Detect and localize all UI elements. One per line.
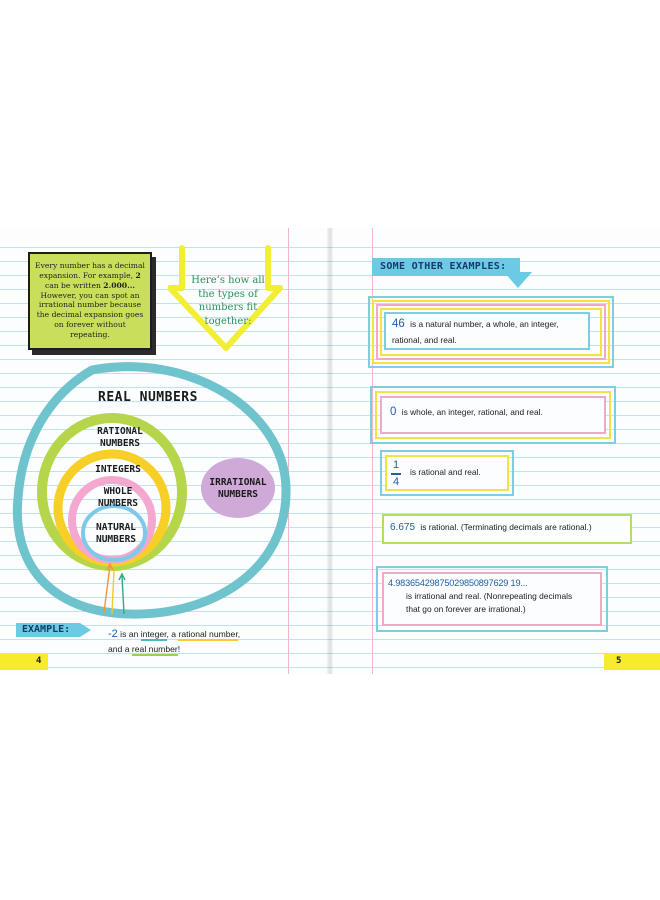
arrow-caption: Here’s how all the types of numbers fit together: bbox=[191, 275, 265, 327]
example-sentence bbox=[108, 626, 278, 656]
fraction-numerator: 1 bbox=[392, 459, 400, 471]
callout-bold-2: 2 bbox=[135, 270, 141, 280]
callout-text-3: However, you can spot an irrational number because the decimal expansion goes on forever without repeating. bbox=[36, 290, 144, 340]
rational-numbers-label: RATIONAL NUMBERS bbox=[97, 426, 143, 449]
book-gutter bbox=[327, 228, 333, 674]
example-and-a: and a bbox=[108, 644, 130, 655]
whole-numbers-label: WHOLE NUMBERS bbox=[97, 486, 139, 509]
example-a: , a bbox=[166, 629, 177, 639]
left-page-number: 4 bbox=[36, 656, 42, 666]
book-spread bbox=[0, 228, 660, 674]
example-bang: ! bbox=[177, 644, 181, 655]
right-page-margin-line bbox=[372, 228, 373, 674]
decimal-expansion-callout bbox=[28, 252, 152, 350]
fraction-denominator: 4 bbox=[392, 475, 400, 488]
real-numbers-label: REAL NUMBERS bbox=[98, 390, 198, 405]
example-0-text: is whole, an integer, rational, and real. bbox=[401, 407, 543, 417]
irrational-numbers-label: IRRATIONAL NUMBERS bbox=[209, 477, 267, 500]
example-irrational-number: 4.98365429875029850897629 19... bbox=[388, 578, 528, 588]
callout-text-2: can be written bbox=[44, 280, 101, 290]
example-46-number: 46 bbox=[392, 318, 405, 330]
example-label: EXAMPLE: bbox=[22, 624, 71, 635]
example-0-number: 0 bbox=[390, 406, 397, 418]
example-comma: , bbox=[237, 629, 241, 639]
example-decimal-text: is rational. (Terminating decimals are rational.) bbox=[420, 522, 592, 532]
callout-text-1: Every number has a decimal expansion. For example, bbox=[35, 261, 145, 280]
other-examples-title: SOME OTHER EXAMPLES: bbox=[380, 261, 507, 272]
example-rational: rational number bbox=[178, 629, 238, 639]
example-integer: integer bbox=[140, 629, 167, 639]
right-page-number-bar bbox=[604, 654, 660, 670]
example-is-an: is an bbox=[120, 629, 139, 639]
example-46 bbox=[392, 316, 586, 347]
example-irrational-text: is irrational and real. (Nonrepeating decimals bbox=[406, 591, 573, 602]
example-46-text: is a natural number, a whole, an integer, bbox=[410, 319, 559, 329]
example-real: real number bbox=[131, 644, 178, 655]
example-quarter-text: is rational and real. bbox=[410, 467, 481, 477]
example-pointer-arrows bbox=[104, 564, 125, 614]
example-decimal bbox=[390, 520, 630, 536]
natural-numbers-label: NATURAL NUMBERS bbox=[95, 522, 137, 545]
integers-label: INTEGERS bbox=[95, 464, 141, 475]
example-decimal-number: 6.675 bbox=[390, 522, 416, 533]
example-number: -2 bbox=[108, 628, 118, 640]
callout-bold-2000: 2.000... bbox=[103, 280, 136, 290]
right-page-number: 5 bbox=[616, 656, 622, 666]
example-quarter-fraction bbox=[391, 460, 401, 488]
example-irrational-text-2: that go on forever are irrational.) bbox=[406, 604, 526, 615]
fraction-bar bbox=[391, 473, 401, 475]
example-46-text-2: rational, and real. bbox=[392, 334, 457, 345]
example-0 bbox=[390, 404, 600, 422]
example-irrational bbox=[388, 576, 600, 616]
